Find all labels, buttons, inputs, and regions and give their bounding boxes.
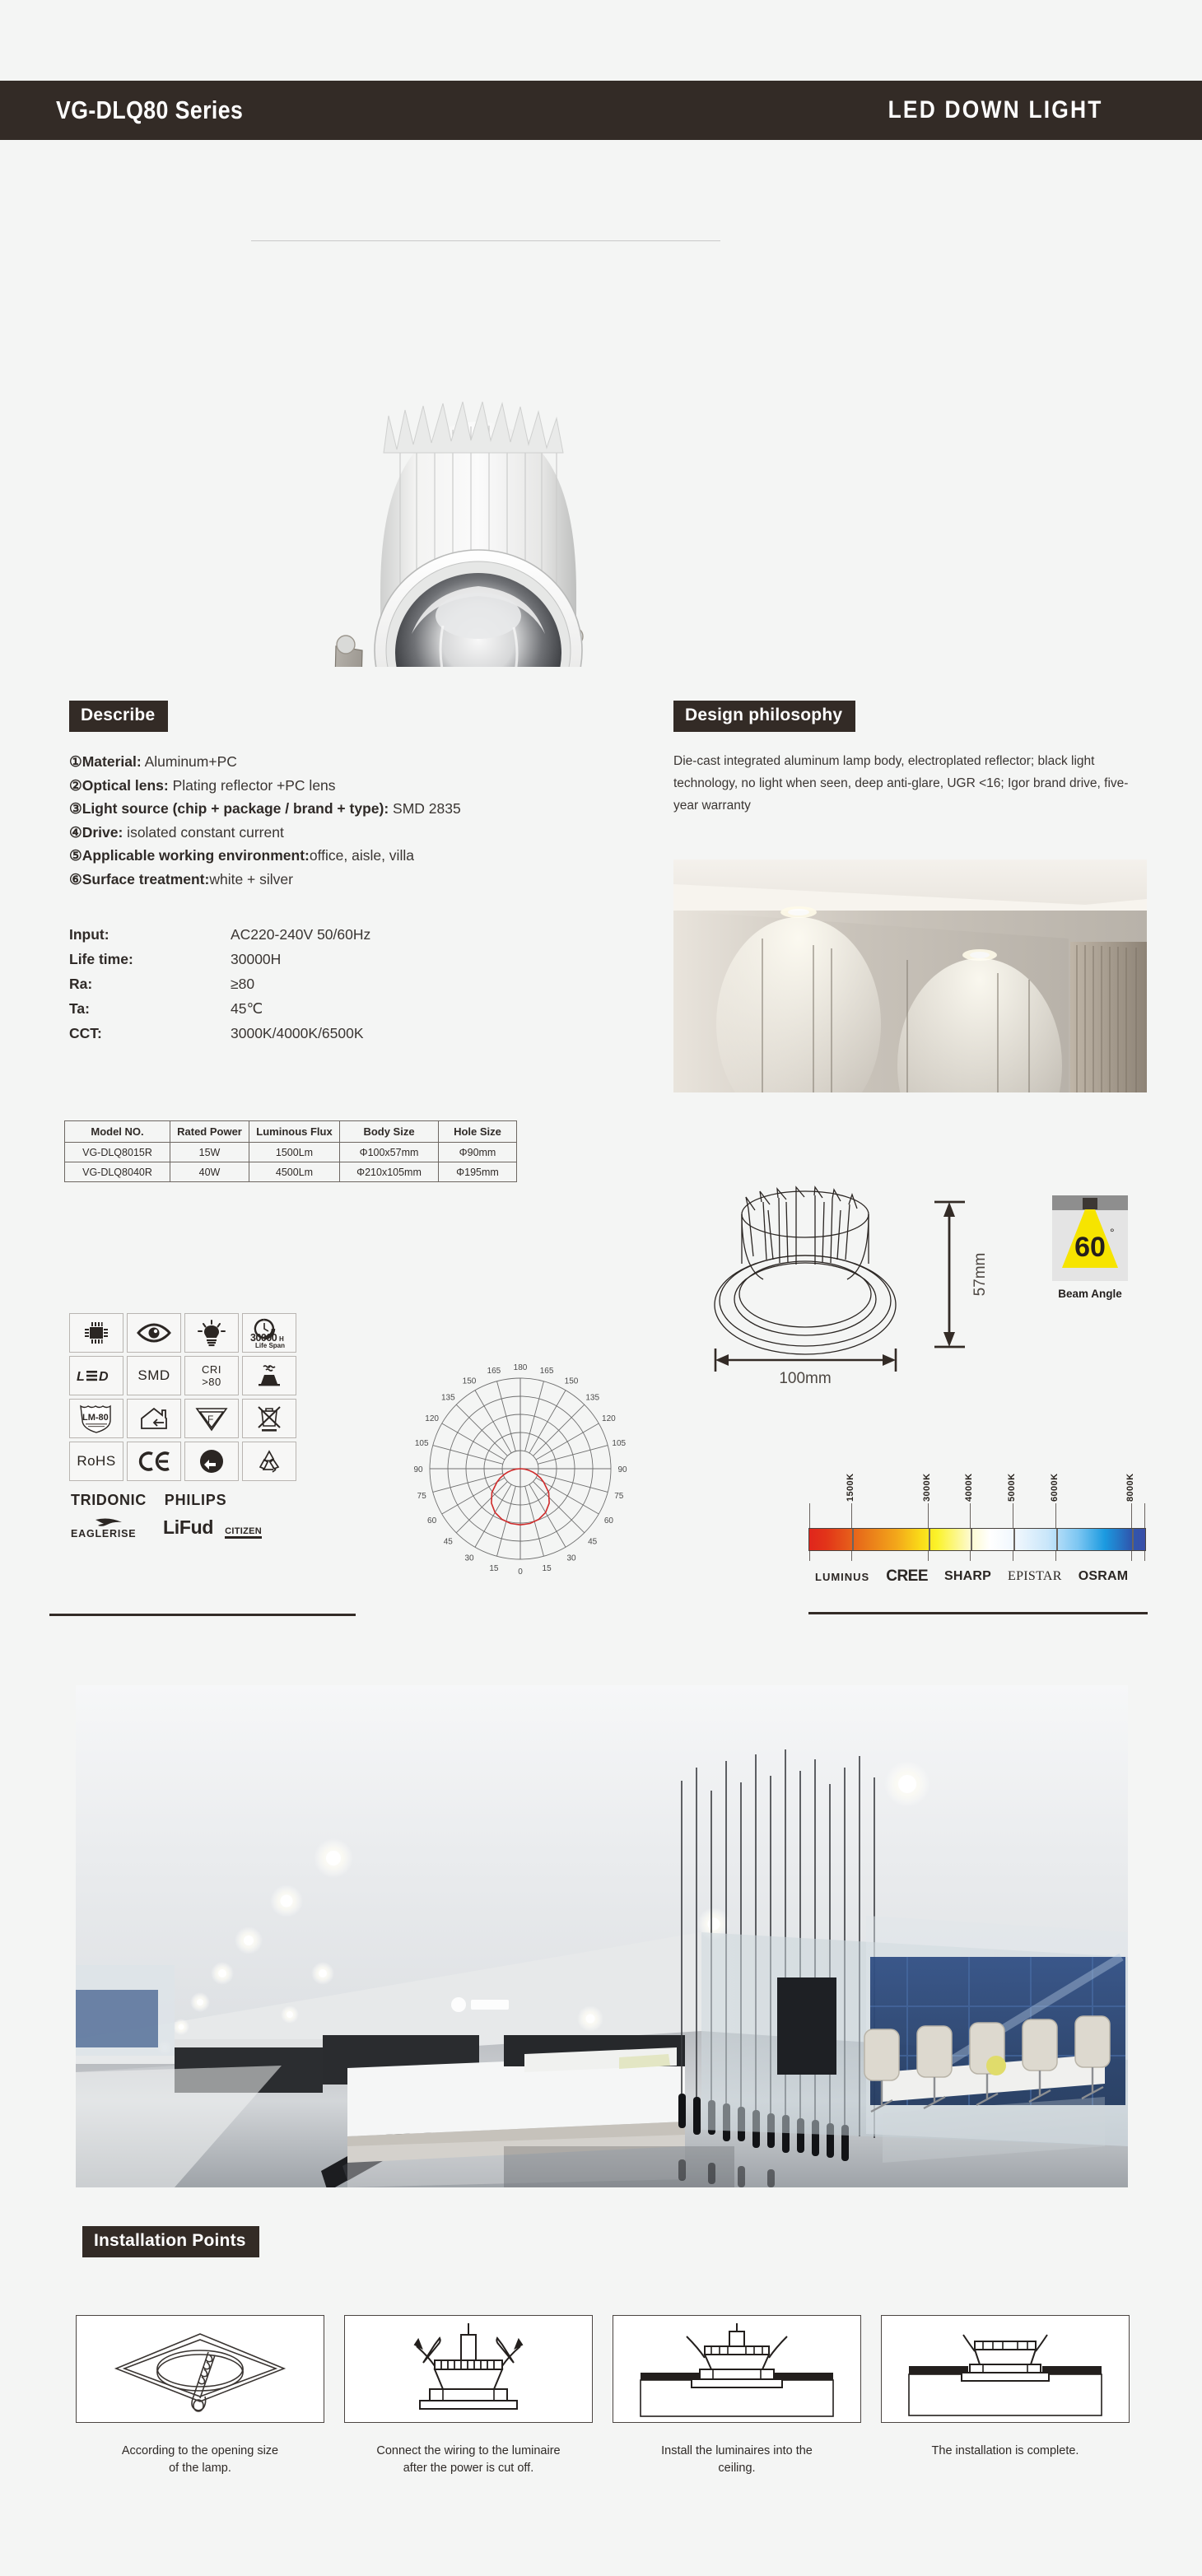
spec-value: 3000K/4000K/6500K [231,1025,364,1041]
cct-tick [1131,1503,1132,1528]
svg-text:45: 45 [443,1537,453,1547]
cct-gradient-bar [808,1528,1146,1551]
dimension-height-label: 57mm [971,1252,989,1297]
beam-angle-badge [1052,1195,1128,1300]
hero-product-photo [0,206,1202,667]
cri-value: >80 [202,1376,221,1388]
svg-text:60: 60 [1074,1232,1106,1263]
spec-value: 30000H [231,951,282,967]
heat-dissipation-icon [242,1356,296,1395]
column-header: Body Size [340,1121,439,1143]
list-item: ④Drive: isolated constant current [69,823,284,841]
svg-text:F: F [207,1414,214,1425]
cri-icon [184,1356,239,1395]
smd-label: SMD [137,1367,170,1383]
weee-icon [242,1399,296,1438]
table-cell: VG-DLQ8015R [65,1143,170,1162]
svg-text:60: 60 [427,1516,437,1526]
table-row [65,1143,517,1162]
installation-step [613,2315,861,2477]
svg-text:150: 150 [462,1377,477,1386]
spec-row [69,996,637,1021]
f-mark-icon [184,1399,239,1438]
dimension-line-drawing [696,1177,959,1383]
rohs-icon [69,1442,123,1481]
table-cell: 40W [170,1162,249,1182]
cri-label: CRI [202,1363,221,1376]
product-type-title: LED DOWN LIGHT [888,96,1103,123]
list-item: ⑤Applicable working environment:office, aisle, villa [69,847,414,864]
philosophy-heading: Design philosophy [673,701,855,732]
no-flicker-bulb-icon [184,1313,239,1353]
describe-list [69,750,637,891]
spec-row [69,947,637,971]
design-philosophy-section [673,701,1151,817]
installation-caption: According to the opening size of the lamp. [121,2444,279,2475]
cct-bar-divider [852,1529,854,1550]
cct-tick-label: 3000K [922,1473,932,1502]
ceiling-opening-icon [76,2315,324,2423]
svg-text:LM-80: LM-80 [82,1413,109,1423]
svg-text:120: 120 [602,1414,616,1423]
svg-text:180: 180 [513,1363,528,1372]
led-chip-brand-logos [815,1567,1128,1586]
certification-icon-grid [69,1313,296,1481]
svg-text:0: 0 [518,1567,523,1577]
installation-step [344,2315,593,2477]
table-cell: VG-DLQ8040R [65,1162,170,1182]
installation-section [82,2226,259,2257]
downlight-product-render [0,206,1202,667]
brand-logo-epistar: EPISTAR [1008,1569,1062,1583]
table-cell: 1500Lm [249,1143,340,1162]
cct-tick [928,1503,929,1528]
beam-angle-diagram [1052,1195,1128,1281]
describe-section [69,701,637,1046]
spec-value: ≥80 [231,976,255,992]
indoor-use-icon [127,1399,181,1438]
led-icon [69,1356,123,1395]
svg-text:105: 105 [414,1438,429,1448]
spec-row [69,971,637,996]
svg-text:30: 30 [464,1554,474,1563]
cct-foot-end-tick [1144,1551,1145,1561]
installation-caption: The installation is complete. [931,2444,1079,2457]
left-column-divider [49,1614,356,1616]
specification-list [69,922,637,1046]
brand-logo-citizen: CITIZEN [225,1526,262,1539]
cct-foot-tick [851,1551,852,1561]
brand-logo-eaglerise [71,1517,151,1539]
svg-text:15: 15 [542,1563,552,1573]
installation-step [76,2315,324,2477]
spec-label: Life time: [69,951,133,967]
cct-bar-divider [1132,1529,1134,1550]
insert-luminaire-icon [613,2315,861,2423]
table-cell: Φ195mm [439,1162,517,1182]
dimension-width-label: 100mm [779,1370,832,1383]
spec-value: 45℃ [231,1000,263,1017]
cct-tick [970,1503,971,1528]
table-header-row [65,1121,517,1143]
table-cell: 15W [170,1143,249,1162]
installation-steps [76,2315,1130,2477]
brand-logo-cree: CREE [886,1567,929,1585]
table-row [65,1162,517,1182]
column-header: Hole Size [439,1121,517,1143]
cct-tick-label: 6000K [1050,1473,1060,1502]
svg-text:L: L [77,1370,86,1384]
green-dot-icon [184,1442,239,1481]
interior-application-photo [673,859,1147,1092]
column-header: Model NO. [65,1121,170,1143]
spec-row [69,922,637,947]
brand-logo-lifud: LiFud [163,1516,214,1538]
svg-text:90: 90 [413,1465,423,1474]
brand-logo-tridonic: TRIDONIC [71,1492,147,1508]
spec-value: AC220-240V 50/60Hz [231,926,371,943]
svg-text:120: 120 [425,1414,439,1423]
smd-icon [127,1356,181,1395]
brand-logo-osram: OSRAM [1078,1569,1129,1583]
table-cell: Φ90mm [439,1143,517,1162]
describe-heading: Describe [69,701,168,732]
cct-foot-tick [1131,1551,1132,1561]
luminous-intensity-polar-chart [401,1347,640,1586]
svg-text:165: 165 [487,1367,501,1377]
spec-label: Input: [69,926,109,943]
svg-text:15: 15 [489,1563,499,1573]
svg-text:75: 75 [614,1492,624,1502]
cct-bar-divider [1056,1529,1058,1550]
eye-protection-icon [127,1313,181,1353]
cct-tick-label: 4000K [964,1473,974,1502]
life-span-icon [242,1313,296,1353]
cct-end-tick [1144,1503,1145,1528]
svg-text:30000: 30000 [250,1332,277,1344]
cct-end-tick [809,1503,810,1528]
svg-text:°: ° [1110,1226,1115,1239]
cct-tick-label: 5000K [1007,1473,1017,1502]
svg-text:135: 135 [440,1393,455,1403]
list-item: ②Optical lens: Plating reflector +PC lens [69,776,336,794]
column-header: Rated Power [170,1121,249,1143]
svg-text:135: 135 [585,1393,600,1403]
beam-angle-label: Beam Angle [1058,1288,1122,1300]
cct-tick-label: 8000K [1125,1473,1135,1502]
brand-logo-philips: PHILIPS [164,1492,227,1508]
cct-foot-end-tick [809,1551,810,1561]
header-bar [0,81,1202,140]
installation-heading: Installation Points [82,2226,259,2257]
brand-logo-sharp: SHARP [944,1569,992,1583]
svg-text:150: 150 [564,1377,579,1386]
svg-text:60: 60 [603,1516,613,1526]
model-specification-table [64,1120,517,1182]
svg-text:165: 165 [539,1367,554,1377]
ce-icon [127,1442,181,1481]
lm80-icon [69,1399,123,1438]
svg-text:45: 45 [588,1537,598,1547]
driver-brand-logos [71,1492,417,1539]
cct-tick-label: 1500K [846,1473,855,1502]
column-header: Luminous Flux [249,1121,340,1143]
office-application-photo [76,1685,1128,2187]
spec-label: Ta: [69,1000,90,1017]
installation-caption: Install the luminaires into the ceiling. [661,2444,813,2475]
svg-text:H: H [279,1335,284,1343]
svg-text:105: 105 [612,1438,627,1448]
cct-tick-labels [808,1474,1146,1528]
svg-text:D: D [99,1370,109,1384]
spec-row [69,1021,637,1046]
svg-text:90: 90 [617,1465,627,1474]
table-cell: Φ100x57mm [340,1143,439,1162]
list-item: ③Light source (chip + package / brand + type): SMD 2835 [69,800,461,817]
list-item: ①Material: Aluminum+PC [69,753,237,770]
spec-label: Ra: [69,976,93,992]
spec-label: CCT: [69,1025,102,1041]
brand-logo-luminus: LUMINUS [815,1570,870,1583]
cct-tick [1055,1503,1056,1528]
rohs-label: RoHS [77,1453,116,1469]
color-temperature-scale [808,1474,1146,1572]
cct-foot-tick [1055,1551,1056,1561]
installation-caption: Connect the wiring to the luminaire after the power is cut off. [376,2444,561,2475]
cct-foot-tick [928,1551,929,1561]
page-title: VG-DLQ80 Series [56,95,244,124]
chip-icon [69,1313,123,1353]
cct-bar-divider [1013,1529,1015,1550]
dimension-height [930,1192,1021,1357]
right-column-divider [808,1612,1148,1614]
cct-bar-divider [971,1529,972,1550]
list-item: ⑥Surface treatment:white + silver [69,870,293,887]
recycle-icon [242,1442,296,1481]
svg-text:30: 30 [566,1554,576,1563]
svg-text:EAGLERISE: EAGLERISE [71,1528,137,1539]
cct-foot-tick [970,1551,971,1561]
installed-complete-icon [881,2315,1130,2423]
svg-text:Life Span: Life Span [255,1342,286,1349]
svg-text:75: 75 [417,1492,426,1502]
cct-tick [851,1503,852,1528]
cct-bar-divider [929,1529,930,1550]
wiring-connect-icon [344,2315,593,2423]
table-cell: Φ210x105mm [340,1162,439,1182]
table-cell: 4500Lm [249,1162,340,1182]
installation-step [881,2315,1130,2477]
philosophy-body: Die-cast integrated aluminum lamp body, electroplated reflector; black light technology, no light when seen, deep anti-glare, UGR <16; Igor brand drive, five-year warranty [673,754,1129,813]
